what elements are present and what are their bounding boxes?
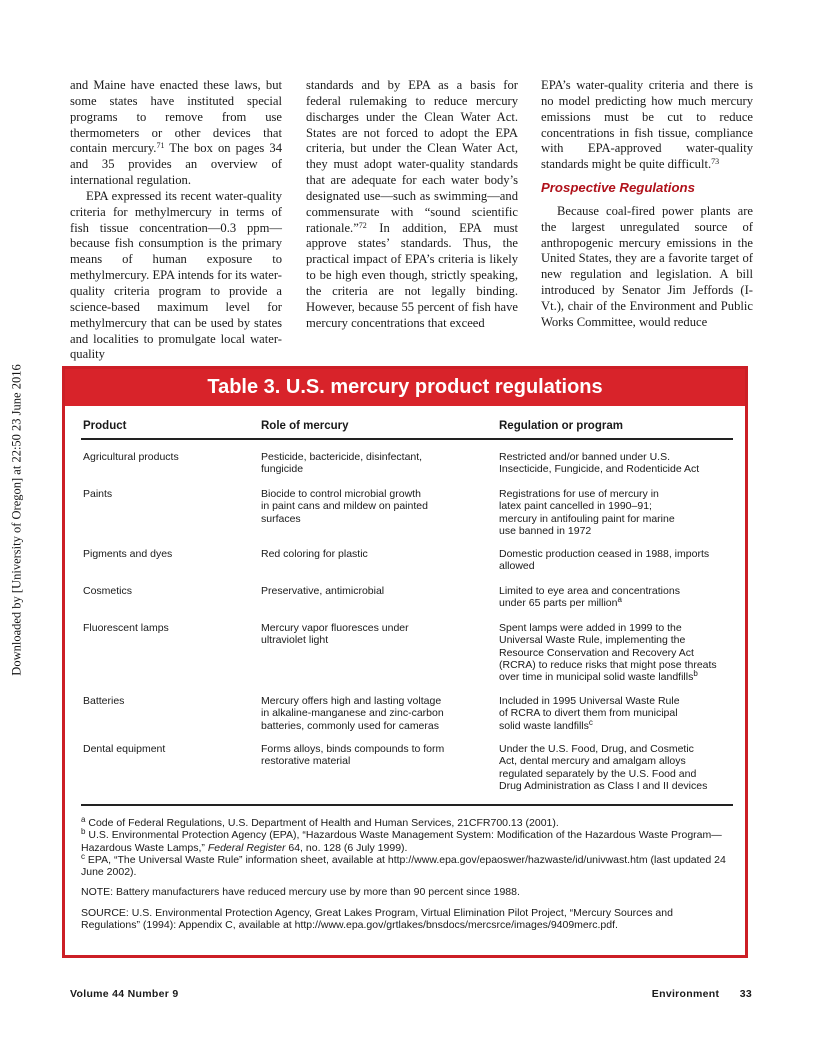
col2-p1-text: standards and by EPA as a basis for federal rulemaking to reduce mercury discharges under the Clean Water Act. States are not forced to adopt the EPA criteria, but under the Clean Water Act, they must adopt water-quality standards that are adequate for each water body’s designated use—such as swimming—and commensurate with “sound scientific rationale.” [306,78,518,235]
col1-p1-end: The box on pages 34 and 35 provides an overview of international regulation. [70,141,282,188]
footnote-mark: b [81,827,86,837]
column-1 [70,78,282,363]
footer-right [652,988,752,1000]
col2-paragraph-1 [306,78,518,332]
footnote-ref: 72 [358,220,367,230]
regulation-text: Included in 1995 Universal Waste Rule of RCRA to divert them from municipal solid waste landfills [499,695,680,732]
cell-product: Paints [83,488,113,500]
table-note-mark: c [588,717,593,727]
table-note-mark: a [617,595,622,605]
col3-paragraph-2: Because coal-fired power plants are the largest unregulated source of anthropogenic mercury emissions in the United States, they are a favorite target of new regulation and legislation. A bill introduced by Senator Jim Jeffords (I-Vt.), chair of the Environment and Public Works Committee, would reduce [541,203,753,329]
footnote-c [81,851,733,879]
table-note-mark: b [693,669,698,679]
footnote-ref: 73 [711,157,720,167]
footnote-b [81,829,733,854]
column-2 [306,78,518,332]
table-bottom-rule [81,804,733,806]
regulation-text: Restricted and/or banned under U.S. Insecticide, Fungicide, and Rodenticide Act [499,451,700,476]
page-number: 33 [739,988,752,1000]
cell-regulation [499,488,744,537]
col3-p1-text: EPA’s water-quality criteria and there is no model predicting how much mercury emissions must be cut to reduce concentrations in fish tissue, compliance with EPA-approved water-quality standards might be quite difficult. [541,78,753,172]
cell-role: Forms alloys, binds compounds to form restorative material [261,743,445,768]
footnote-a [81,817,733,829]
column-3 [541,78,753,331]
cell-product: Batteries [83,695,125,707]
col3-paragraph-1 [541,78,753,173]
table-title: Table 3. U.S. mercury product regulations [207,376,603,398]
header-product: Product [83,420,127,432]
regulation-text: Domestic production ceased in 1988, imports allowed [499,548,710,573]
footnote-b-end: 64, no. 128 (6 July 1999). [285,841,408,854]
header-regulation: Regulation or program [499,420,623,432]
cell-product: Pigments and dyes [83,548,173,560]
cell-role: Red coloring for plastic [261,548,368,560]
cell-regulation [499,743,744,792]
regulation-text: Spent lamps were added in 1999 to the Universal Waste Rule, implementing the Resource Conservation and Recovery Act (RCRA) to reduce risks that might pose threats over time in municipal solid waste landfills [499,622,717,684]
cell-regulation [499,451,744,476]
regulation-text: Under the U.S. Food, Drug, and Cosmetic Act, dental mercury and amalgam alloys regulated separately by the U.S. Food and Drug Administration as Class I and II devices [499,743,708,792]
footnote-mark: c [81,851,85,861]
header-role: Role of mercury [261,420,349,432]
cell-regulation [499,622,744,683]
footnote-b-text: U.S. Environmental Protection Agency (EPA), “Hazardous Waste Management System: Modification of the Hazardous Waste Program—Hazardous Waste Lamps,” [81,829,722,854]
cell-regulation [499,585,744,610]
cell-product: Fluorescent lamps [83,622,169,634]
cell-product: Cosmetics [83,585,133,597]
cell-role: Mercury vapor fluoresces under ultraviolet light [261,622,409,647]
footer-journal: Environment [651,988,720,1000]
download-watermark [2,240,32,800]
footnote-a-text: Code of Federal Regulations, U.S. Department of Health and Human Services, 21CFR700.13 (2001). [88,817,559,829]
table-source: SOURCE: U.S. Environmental Protection Agency, Great Lakes Program, Virtual Elimination Pilot Project, “Mercury Sources and Regulations” (1994): Appendix C, available at http://www.epa.gov/grtlakes/bnsdocs/mercsrce/images/9409merc.pdf. [81,906,673,932]
table-box [62,366,748,958]
cell-role: Preservative, antimicrobial [261,585,385,597]
table-header [81,416,733,440]
regulation-text: Registrations for use of mercury in latex paint cancelled in 1990–91; mercury in antifouling paint for marine use banned in 1972 [499,488,675,537]
cell-regulation [499,695,744,732]
col2-p1-end: In addition, EPA must approve states’ standards. Thus, the practical impact of EPA’s criteria is likely to be high even though, strictly speaking, the criteria are not legally binding. However, because 55 percent of fish have mercury concentrations that exceed [306,220,518,330]
cell-role: Pesticide, bactericide, disinfectant, fungicide [261,451,423,476]
table-note: NOTE: Battery manufacturers have reduced mercury use by more than 90 percent since 1988. [81,886,520,899]
cell-product: Agricultural products [83,451,179,463]
cell-role: Mercury offers high and lasting voltage in alkaline-manganese and zinc-carbon batteries, commonly used for cameras [261,695,444,732]
download-note: Downloaded by [University of Oregon] at 22:50 23 June 2016 [9,364,24,676]
col1-paragraph-2: EPA expressed its recent water-quality criteria for methylmercury in terms of fish tissue concentration—0.3 ppm—because fish consumption is the primary means of human exposure to methylmercury. EPA intends for its water-quality criteria program to provide a science-based maximum level for methylmercury that can be used by states and localities to promulgate local water-quality [70,188,282,362]
table-title-bar [65,369,745,406]
table-notes [81,817,733,931]
col1-p1-text: and Maine have enacted these laws, but some states have instituted special programs to remove from use thermometers or other devices that contain mercury. [70,78,282,156]
cell-role: Biocide to control microbial growth in paint cans and mildew on painted surfaces [261,488,428,525]
col1-paragraph-1 [70,78,282,189]
footer-volume: Volume 44 Number 9 [70,988,179,1000]
footnote-b-journal: Federal Register [207,841,286,854]
footnote-mark: a [81,815,86,824]
footnote-c-text: EPA, “The Universal Waste Rule” information sheet, available at http://www.epa.gov/epaoswer/hazwaste/id/univwast.htm (last updated 24 June 2002). [81,853,726,879]
cell-regulation [499,548,744,573]
cell-product: Dental equipment [83,743,166,755]
footnote-ref: 71 [156,141,165,151]
regulation-text: Limited to eye area and concentrations under 65 parts per million [499,585,680,610]
section-heading: Prospective Regulations [541,180,695,196]
